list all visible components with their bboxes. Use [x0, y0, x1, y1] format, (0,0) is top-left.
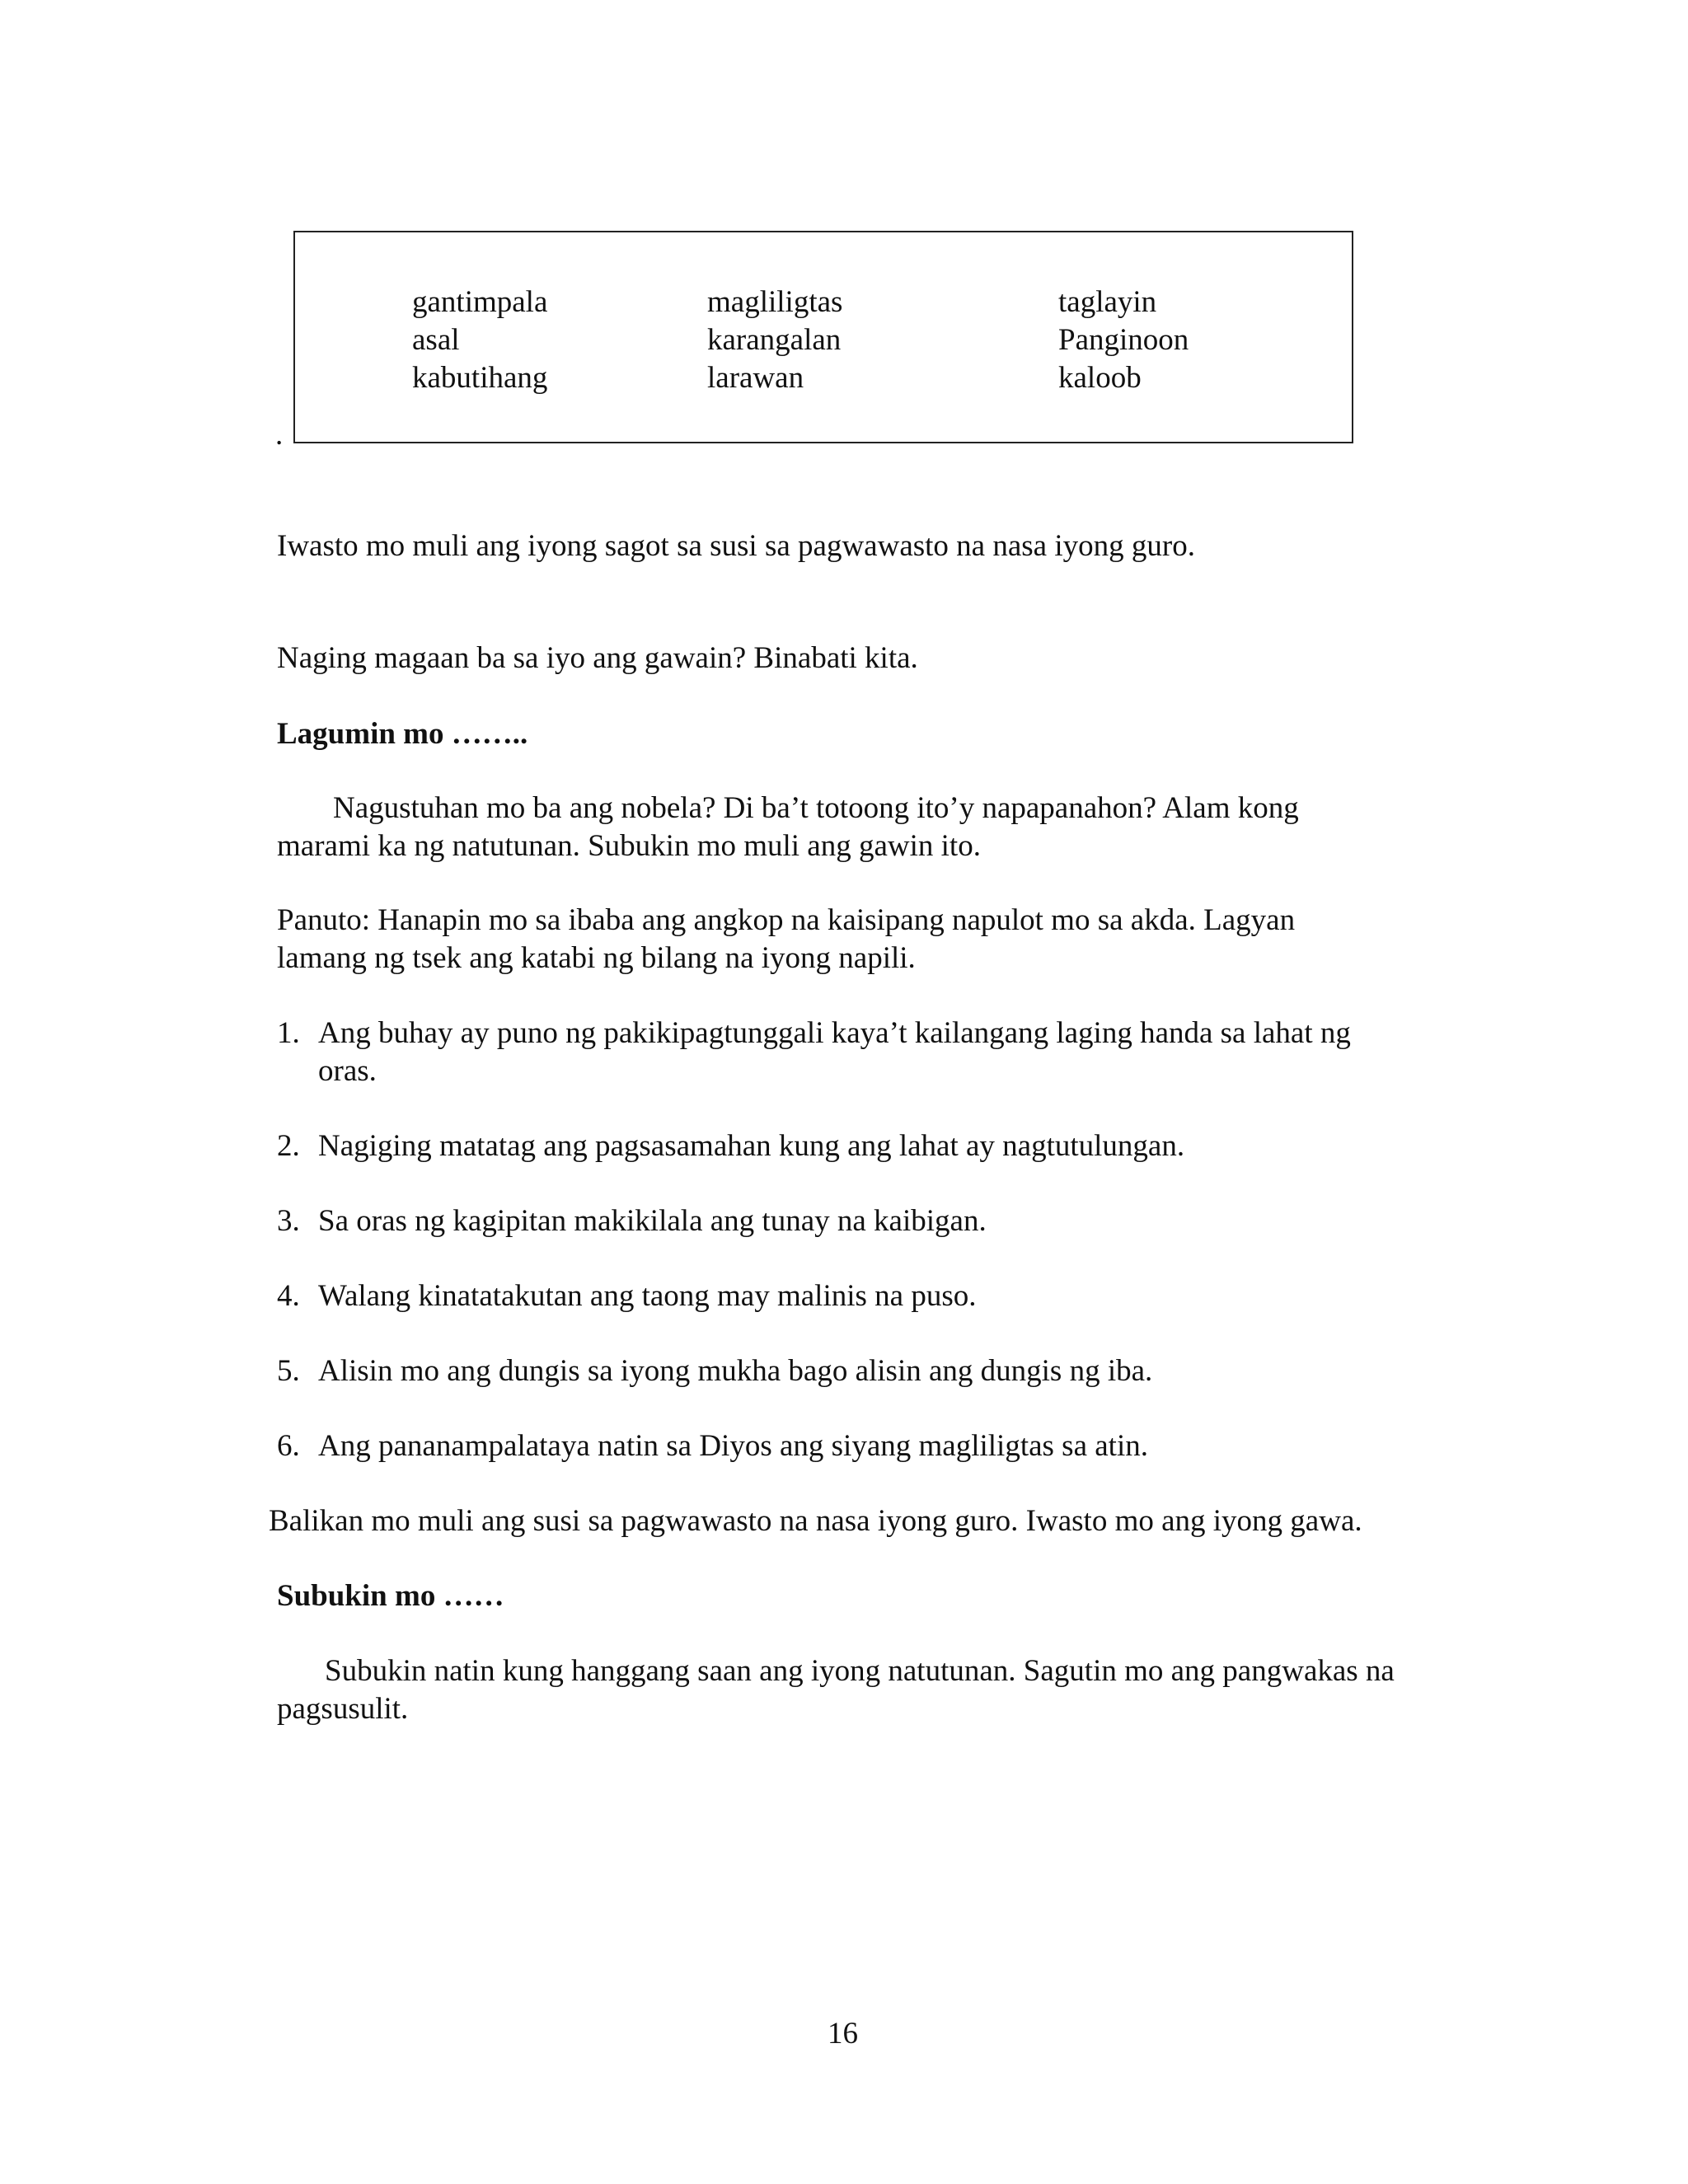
word: karangalan [707, 323, 842, 357]
word-column-2 [707, 284, 842, 397]
word: kabutihang [412, 361, 548, 395]
paragraph-naging-magaan: Naging magaan ba sa iyo ang gawain? Binabati kita. [277, 641, 918, 675]
word: Panginoon [1058, 323, 1189, 357]
word: magliligtas [707, 285, 843, 319]
subukin-line-1: Subukin natin kung hanggang saan ang iyong natutunan. Sagutin mo ang pangwakas na [325, 1654, 1395, 1688]
paragraph-balikan: Balikan mo muli ang susi sa pagwawasto na nasa iyong guro. Iwasto mo ang iyong gawa. [269, 1504, 1362, 1538]
lagumin-intro-line-1: Nagustuhan mo ba ang nobela? Di ba’t totoong ito’y napapanahon? Alam kong [333, 791, 1299, 825]
statement-number: 4. [277, 1279, 300, 1313]
statement-number: 3. [277, 1204, 300, 1238]
stray-dot: . [275, 418, 284, 452]
word: kaloob [1058, 361, 1142, 395]
paragraph-iwasto: Iwasto mo muli ang iyong sagot sa susi sa pagwawasto na nasa iyong guro. [277, 529, 1195, 563]
statement-text: Sa oras ng kagipitan makikilala ang tunay na kaibigan. [318, 1204, 987, 1238]
page-number: 16 [828, 2017, 858, 2050]
statement-text: Ang buhay ay puno ng pakikipagtunggali kaya’t kailangang laging handa sa lahat ng [318, 1016, 1351, 1050]
instruction-line-2: lamang ng tsek ang katabi ng bilang na iyong napili. [277, 941, 916, 975]
word-column-1 [412, 284, 547, 397]
statement-number: 5. [277, 1354, 300, 1388]
instruction-line-1: Panuto: Hanapin mo sa ibaba ang angkop na kaisipang napulot mo sa akda. Lagyan [277, 903, 1296, 937]
subukin-line-2: pagsusulit. [277, 1692, 409, 1726]
heading-lagumin: Lagumin mo …….. [277, 717, 528, 751]
lagumin-intro-line-2: marami ka ng natutunan. Subukin mo muli ang gawin ito. [277, 829, 981, 863]
statement-text-continued: oras. [318, 1054, 377, 1088]
statement-text: Walang kinatatakutan ang taong may malinis na puso. [318, 1279, 977, 1313]
word-column-3 [1058, 284, 1189, 397]
statement-number: 1. [277, 1016, 300, 1050]
word: asal [412, 323, 460, 357]
statement-text: Ang pananampalataya natin sa Diyos ang siyang magliligtas sa atin. [318, 1429, 1148, 1463]
statement-text: Nagiging matatag ang pagsasamahan kung ang lahat ay nagtutulungan. [318, 1129, 1185, 1163]
word: gantimpala [412, 285, 548, 319]
word: larawan [707, 361, 804, 395]
word: taglayin [1058, 285, 1157, 319]
statement-text: Alisin mo ang dungis sa iyong mukha bago alisin ang dungis ng iba. [318, 1354, 1153, 1388]
statement-number: 2. [277, 1129, 300, 1163]
heading-subukin: Subukin mo …… [277, 1579, 504, 1613]
statement-number: 6. [277, 1429, 300, 1463]
word-box [293, 231, 1353, 443]
